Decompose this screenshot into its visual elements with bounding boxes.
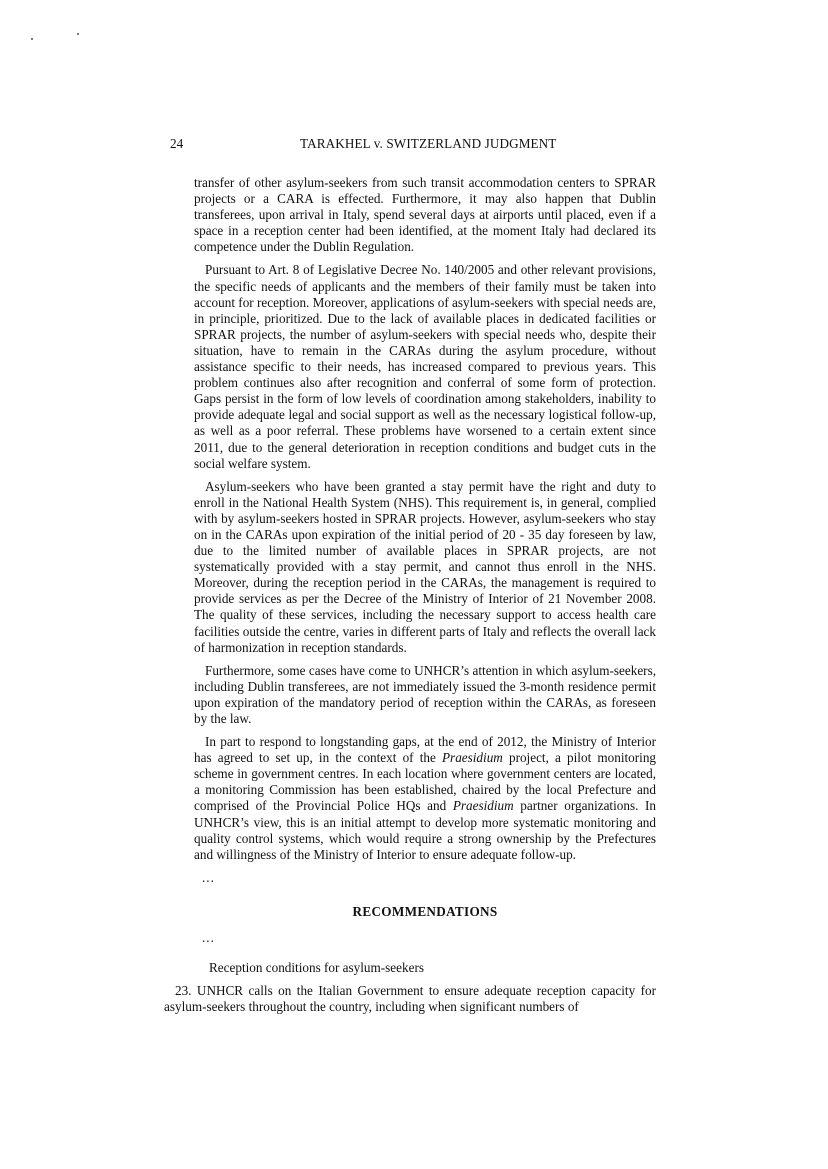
paragraph: transfer of other asylum-seekers from such transit accommodation centers to SPRAR projects or a CARA is effected. Furthermore, it may also happen that Dublin transferees, upon arrival in Italy, spend several days at airports until placed, even if a space in a reception center had been identified, at the moment Italy had declared its competence under the Dublin Regulation. <box>194 175 656 255</box>
paragraph-text: partner organizations. In UNHCR’s view, this is an initial attempt to develop more systematic monitoring and quality control systems, which would require a strong ownership by the Prefectures and willingness of the Ministry of Interior to ensure adequate follow-up. <box>194 798 656 862</box>
section-heading: RECOMMENDATIONS <box>352 903 498 919</box>
paragraph <box>194 734 656 863</box>
paragraph: 23. UNHCR calls on the Italian Government to ensure adequate reception capacity for asylum-seekers throughout the country, including when significant numbers of <box>164 983 656 1015</box>
subheading: Reception conditions for asylum-seekers <box>209 960 424 976</box>
paragraph: Pursuant to Art. 8 of Legislative Decree No. 140/2005 and other relevant provisions, the specific needs of applicants and the members of their family must be taken into account for reception. Moreover, applications of asylum-seekers with special needs are, in principle, prioritized. Due to the lack of available places in dedicated facilities or SPRAR projects, the number of asylum-seekers with special needs who, despite their situation, have to remain in the CARAs during the asylum procedure, without assistance specific to their needs, has increased compared to previous years. This problem continues also after recognition and conferral of some form of protection. Gaps persist in the form of low levels of coordination among stakeholders, inability to provide adequate legal and social support as well as the necessary logistical follow-up, as well as a poor referral. These problems have worsened to a certain extent since 2011, due to the general deterioration in reception conditions and budget cuts in the social welfare system. <box>194 262 656 471</box>
ellipsis: ... <box>202 869 215 885</box>
page-number: 24 <box>170 136 184 151</box>
ellipsis: ... <box>202 930 215 946</box>
document-body <box>164 175 657 1022</box>
paragraph: Furthermore, some cases have come to UNHCR’s attention in which asylum-seekers, including Dublin transferees, are not immediately issued the 3-month residence permit upon expiration of the mandatory period of reception within the CARAs, as foreseen by the law. <box>194 662 656 726</box>
project-name-italic: Praesidium <box>442 750 503 766</box>
scan-artifact-dot <box>31 38 33 40</box>
paragraph-text: In part to respond to longstanding gaps, at the end of 2012, the Ministry of Interior has agreed to set up, in the context of the <box>194 734 656 766</box>
running-head: TARAKHEL v. SWITZERLAND JUDGMENT <box>300 136 557 151</box>
paragraph: Asylum-seekers who have been granted a stay permit have the right and duty to enroll in the National Health System (NHS). This requirement is, in general, complied with by asylum-seekers hosted in SPRAR projects. However, asylum-seekers who stay on in the CARAs upon expiration of the initial period of 20 - 35 day foreseen by law, due to the limited number of available places in SPRAR projects, are not systematically provided with a stay permit, and cannot thus enroll in the NHS. Moreover, during the reception period in the CARAs, the management is required to provide services as per the Decree of the Ministry of Interior of 21 November 2008. The quality of these services, including the necessary support to access health care facilities outside the centre, varies in different parts of Italy and reflects the overall lack of harmonization in reception standards. <box>194 478 656 655</box>
project-name-italic: Praesidium <box>452 798 514 814</box>
paragraph-text: project, a pilot monitoring scheme in government centres. In each location where government centers are located, a monitoring Commission has been established, chaired by the local Prefecture and comprised of the Provincial Police HQs and <box>194 750 657 814</box>
scan-artifact-dot <box>77 33 79 35</box>
page-header <box>170 136 660 156</box>
